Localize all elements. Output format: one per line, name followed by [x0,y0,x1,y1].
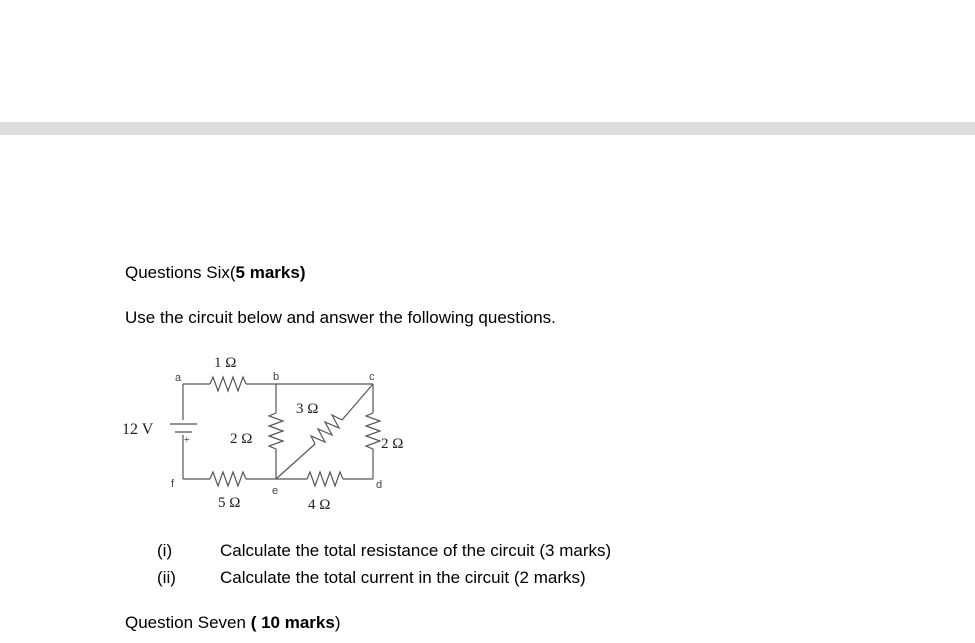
resistor-label-5: 4 Ω [308,497,331,513]
node-c: c [369,371,375,383]
node-b: b [273,371,280,383]
page-divider-band [0,122,975,135]
node-a: a [175,372,182,384]
resistor-label-6: 5 Ω [218,495,241,511]
battery-polarity: + [184,435,190,446]
node-d: d [376,479,383,491]
q7-suffix: ) [334,613,341,632]
q7-prefix: Question Seven [125,613,251,632]
title-marks: 5 marks) [235,263,306,282]
resistor-label-4: 2 Ω [381,436,404,452]
part-ii-number: (ii) [157,568,176,587]
resistor-label-2: 2 Ω [230,431,253,447]
battery-voltage-label: 12 V [122,421,154,438]
question-seven-title [125,613,341,633]
question-six-title [125,263,305,283]
node-f: f [171,478,175,490]
q7-marks: ( 10 marks [250,613,335,632]
resistor-label-3: 3 Ω [296,401,319,417]
question-six-instruction: Use the circuit below and answer the following questions. [125,308,556,327]
title-prefix: Questions Six( [125,263,236,282]
node-e: e [272,485,279,497]
resistor-label-1: 1 Ω [214,355,237,371]
part-i-text: Calculate the total resistance of the circuit (3 marks) [220,541,612,560]
circuit-diagram [110,345,430,520]
part-ii-text: Calculate the total current in the circuit (2 marks) [220,568,586,587]
part-i-number: (i) [157,541,173,560]
